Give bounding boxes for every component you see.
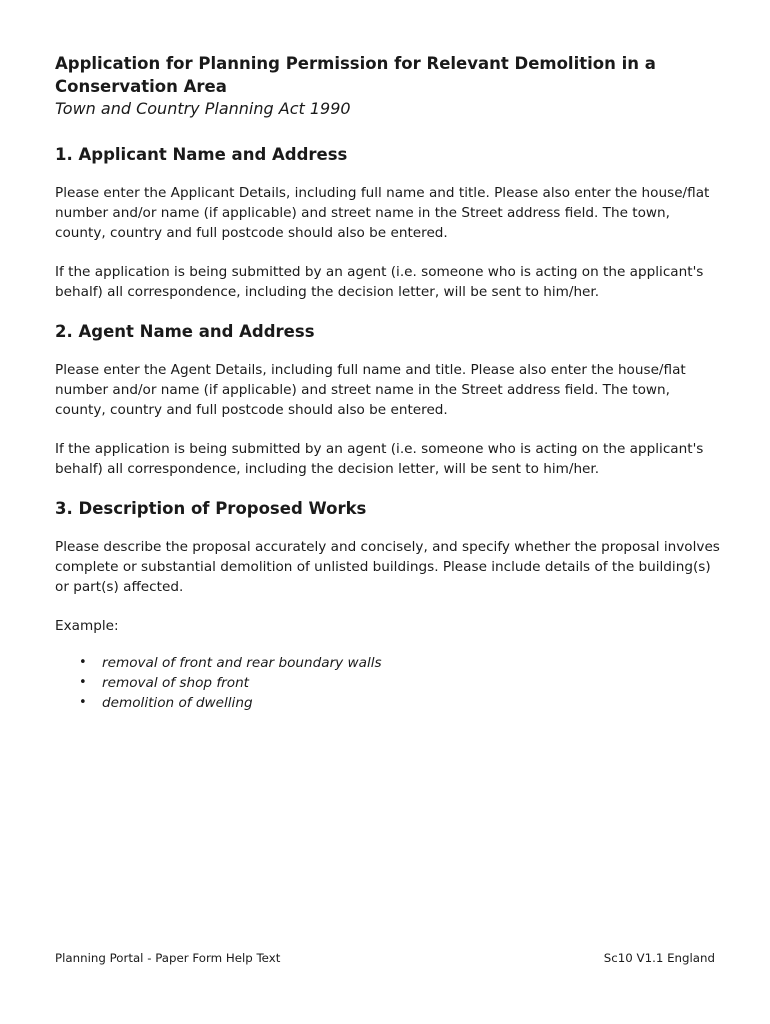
document-title: Application for Planning Permission for Relevant Demolition in a Conservation Area xyxy=(55,54,656,96)
section-heading: 3. Description of Proposed Works xyxy=(55,499,367,518)
example-text: removal of shop front xyxy=(102,675,250,691)
page-footer xyxy=(55,950,715,966)
bullet-icon: • xyxy=(79,675,87,690)
section-paragraph: Please describe the proposal accurately and concisely, and specify whether the proposal involves complete or substantial demolition of unlisted buildings. Please include details of the building(s) or part(s) affected. xyxy=(55,539,720,595)
list-item xyxy=(55,673,725,693)
example-text: demolition of dwelling xyxy=(102,695,253,711)
footer-left-text: Planning Portal - Paper Form Help Text xyxy=(55,951,281,965)
section-paragraph: Please enter the Applicant Details, including full name and title. Please also enter the house/flat number and/or name (if applicable) and street name in the Street address field. The town, county, country and full postcode should also be entered. xyxy=(55,185,710,241)
document-page xyxy=(55,52,725,713)
example-text: removal of front and rear boundary walls xyxy=(102,655,382,671)
section-paragraph: Please enter the Agent Details, including full name and title. Please also enter the house/flat number and/or name (if applicable) and street name in the Street address field. The town, county, country and full postcode should also be entered. xyxy=(55,362,686,418)
section-heading: 1. Applicant Name and Address xyxy=(55,145,348,164)
example-list xyxy=(55,653,725,713)
bullet-icon: • xyxy=(79,655,87,670)
footer-right-text: Sc10 V1.1 England xyxy=(603,951,715,965)
section-proposed-works xyxy=(55,498,725,713)
section-heading: 2. Agent Name and Address xyxy=(55,322,315,341)
section-applicant xyxy=(55,144,725,302)
bullet-icon: • xyxy=(79,695,87,710)
section-paragraph: If the application is being submitted by an agent (i.e. someone who is acting on the applicant's behalf) all correspondence, including the decision letter, will be sent to him/her. xyxy=(55,264,704,300)
example-label: Example: xyxy=(55,618,119,634)
document-subtitle: Town and Country Planning Act 1990 xyxy=(55,99,351,118)
section-agent xyxy=(55,321,725,479)
list-item xyxy=(55,693,725,713)
list-item xyxy=(55,653,725,673)
section-paragraph: If the application is being submitted by an agent (i.e. someone who is acting on the applicant's behalf) all correspondence, including the decision letter, will be sent to him/her. xyxy=(55,441,704,477)
